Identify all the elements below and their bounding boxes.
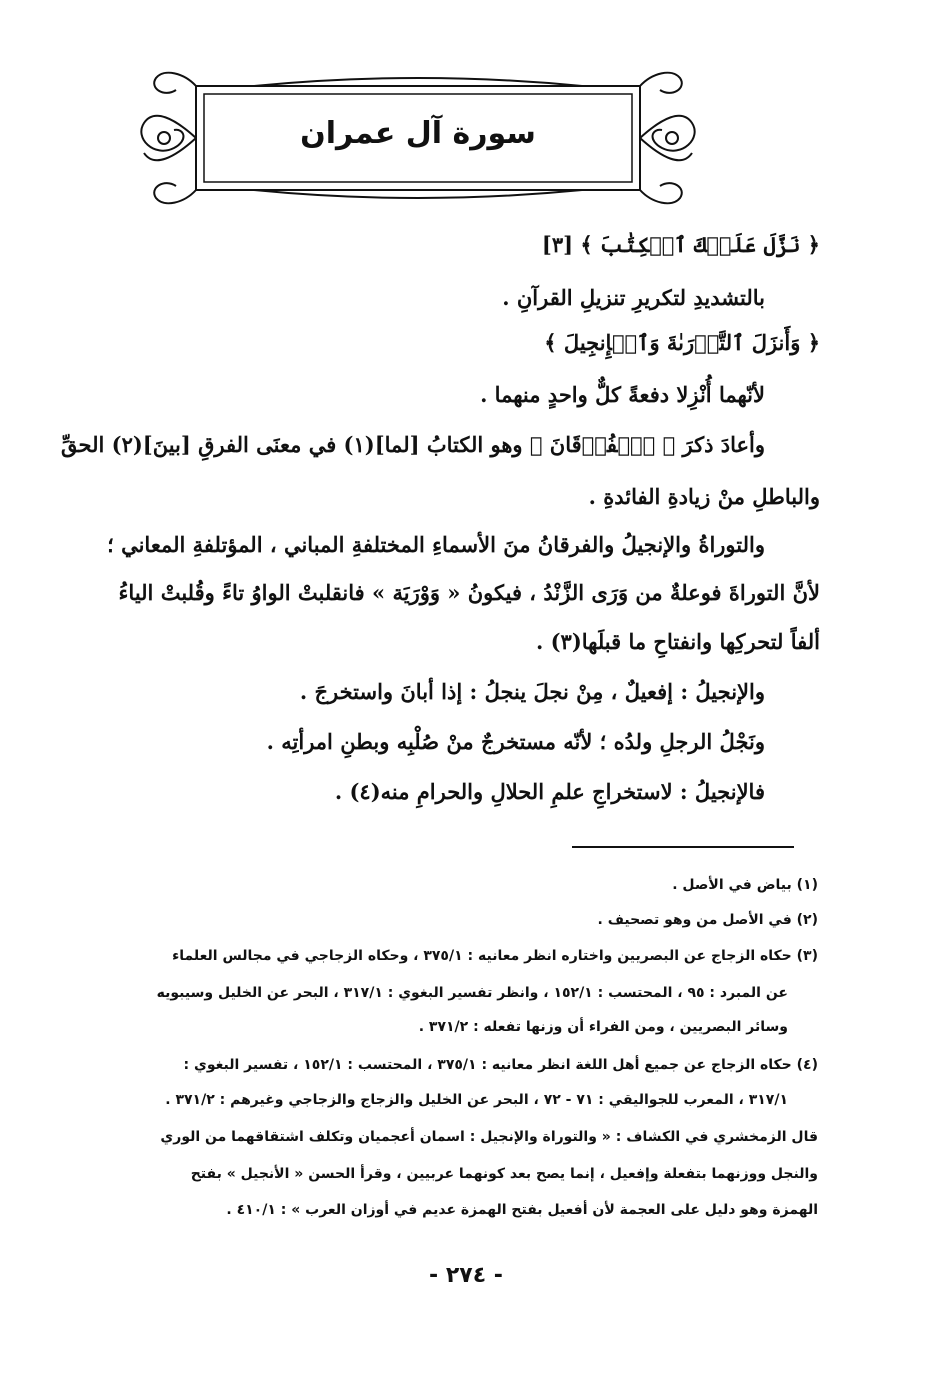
text-line: ونَجْلُ الرجلِ ولدُه ؛ لأنّه مستخرجٌ منْ صُلْبِه وبطنِ امرأتِه . (266, 729, 765, 754)
footnote-line: (٢) في الأصل من وهو تصحيف . (597, 912, 818, 928)
footnote-line: ٣١٧/١ ، المعرب للجواليقي : ٧١ - ٧٢ ، البحر عن الخليل والزجاج والزجاجي وغيرهم : ٣٧١/٢ . (165, 1092, 788, 1108)
verse-line: ﴿ نَزَّلَ عَلَيۡكَ ٱلۡكِتَٰبَ ﴾ [٣] (541, 232, 820, 257)
footnote-line: والنجل ووزنهما بتفعلة وإفعيل ، إنما يصح بعد كونهما عربيين ، وقرأ الحسن « الأنجيل » بفتح (190, 1166, 818, 1182)
text-line: لأنَّ التوراةَ فوعلةٌ من وَرَى الزَّنْدُ ، فيكونُ « وَوْرَيَة » فانقلبتْ الواوُ تاءً وقُلبتْ الياءُ (118, 580, 820, 605)
surah-header-frame (134, 68, 702, 208)
footnote-line: (٤) حكاه الزجاج عن جميع أهل اللغة انظر معانيه : ٣٧٥/١ ، المحتسب : ١٥٢/١ ، تفسير البغوي : (183, 1057, 818, 1073)
footnote-line: (٣) حكاه الزجاج عن البصريين واختاره انظر معانيه : ٣٧٥/١ ، وحكاه الزجاجي في مجالس العلماء (172, 948, 818, 964)
text-line: والباطلِ منْ زيادةِ الفائدةِ . (588, 484, 820, 509)
text-line: فالإنجيلُ : لاستخراجِ علمِ الحلالِ والحرامِ منه(٤) . (334, 779, 765, 804)
text-line: بالتشديدِ لتكريرِ تنزيلِ القرآنِ . (502, 285, 765, 310)
footnote-line: الهمزة وهو دليل على العجمة لأن أفعيل بفتح الهمزة عديم في أوزان العرب » : ٤١٠/١ . (226, 1202, 818, 1218)
surah-title: سورة آل عمران (300, 116, 536, 151)
text-line: ألفاً لتحركِها وانفتاحِ ما قبلَها(٣) . (535, 629, 820, 654)
footnote-line: وسائر البصريين ، ومن الفراء أن وزنها تفعله : ٣٧١/٢ . (418, 1019, 788, 1035)
footnote-line: (١) بياض في الأصل . (672, 877, 818, 893)
text-line: لأنّهما أُنْزِلا دفعةً كلٌّ واحدٍ منهما . (480, 382, 765, 407)
verse-line: ﴿ وَأَنزَلَ ٱلتَّوۡرَىٰةَ وَٱلۡإِنجِيلَ ﴾ (544, 330, 820, 355)
page-number: - ٢٧٤ - (429, 1263, 503, 1288)
footnote-line: عن المبرد : ٩٥ ، المحتسب : ١٥٢/١ ، وانظر تفسير البغوي : ٣١٧/١ ، البحر عن الخليل وسيبويه (156, 985, 788, 1001)
text-line: وأعادَ ذكرَ ﴿ ٱلۡفُرۡقَانَ ﴾ وهو الكتابُ [لما](١) في معنَى الفرقِ [بينَ](٢) الحقِّ (61, 432, 765, 457)
footnote-separator (572, 846, 794, 848)
text-line: والإنجيلُ : إفعيلٌ ، مِنْ نجلَ ينجلُ : إذا أبانَ واستخرجَ . (299, 679, 765, 704)
footnote-line: قال الزمخشري في الكشاف : « والتوراة والإنجيل : اسمان أعجميان وتكلف اشتقاقهما من الوري (160, 1129, 818, 1145)
text-line: والتوراةُ والإنجيلُ والفرقانُ منَ الأسماءِ المختلفةِ المباني ، المؤتلفةِ المعاني ؛ (107, 532, 765, 557)
